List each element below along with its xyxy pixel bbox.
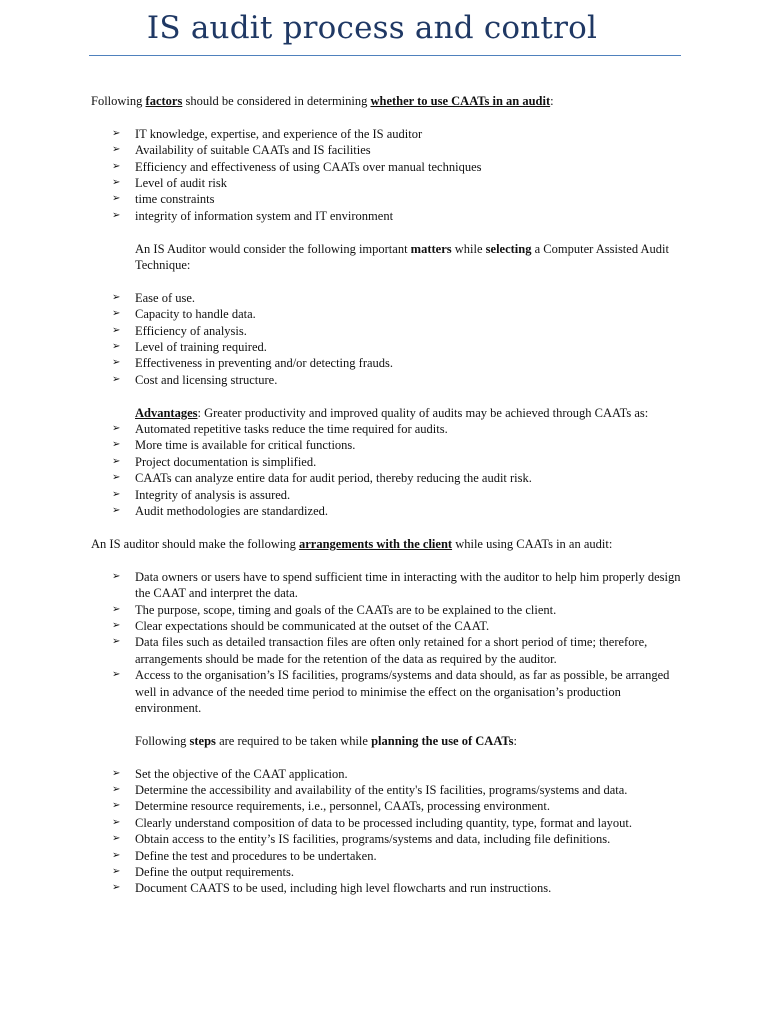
list-item: ➢ Determine resource requirements, i.e., personnel, CAATs, processing environment. bbox=[112, 799, 550, 814]
document-body bbox=[91, 93, 686, 913]
list-item: ➢ Ease of use. bbox=[112, 290, 196, 305]
list-item: ➢ Level of audit risk bbox=[112, 176, 227, 191]
list-item: ➢ Efficiency of analysis. bbox=[112, 323, 247, 338]
arrangements-list bbox=[91, 569, 686, 717]
arrow-bullet-icon: ➢ bbox=[112, 849, 121, 861]
list-item: ➢ Clearly understand composition of data to be processed including quantity, type, format and layout. bbox=[112, 815, 632, 830]
steps-keyword: steps bbox=[189, 733, 216, 748]
title-underline bbox=[89, 55, 681, 56]
list-item: ➢ The purpose, scope, timing and goals of the CAATs are to be explained to the client. bbox=[112, 602, 557, 617]
planning-keyword: planning the use of CAATs bbox=[371, 733, 514, 748]
arrow-bullet-icon: ➢ bbox=[112, 619, 121, 631]
factors-intro bbox=[91, 93, 686, 109]
arrow-bullet-icon: ➢ bbox=[112, 488, 121, 500]
arrow-bullet-icon: ➢ bbox=[112, 423, 121, 435]
advantages-intro: Advantages: Greater productivity and improved quality of audits may be achieved through CAATs as: bbox=[135, 405, 649, 420]
intro-text: should be considered in determining bbox=[182, 94, 371, 108]
arrow-bullet-icon: ➢ bbox=[112, 193, 121, 205]
arrow-bullet-icon: ➢ bbox=[112, 570, 121, 582]
list-item: ➢ integrity of information system and IT environment bbox=[112, 208, 394, 223]
list-item: ➢ CAATs can analyze entire data for audit period, thereby reducing the audit risk. bbox=[112, 471, 532, 486]
arrow-bullet-icon: ➢ bbox=[112, 127, 121, 139]
list-item: ➢ Effectiveness in preventing and/or detecting frauds. bbox=[112, 356, 394, 371]
list-item: ➢ Availability of suitable CAATs and IS facilities bbox=[112, 143, 371, 158]
selecting-keyword: selecting bbox=[485, 241, 532, 256]
arrow-bullet-icon: ➢ bbox=[112, 177, 121, 189]
list-item: ➢ Access to the organisation’s IS facilities, programs/systems and data should, as far as possible, be arranged well in advance of the needed time period to minimise the effect on the organisation’s production environment. bbox=[112, 668, 670, 715]
arrow-bullet-icon: ➢ bbox=[112, 882, 121, 894]
list-item: ➢ Level of training required. bbox=[112, 340, 267, 355]
arrow-bullet-icon: ➢ bbox=[112, 209, 121, 221]
list-item: ➢ Integrity of analysis is assured. bbox=[112, 487, 291, 502]
list-item: ➢ More time is available for critical functions. bbox=[112, 438, 356, 453]
arrow-bullet-icon: ➢ bbox=[112, 800, 121, 812]
arrow-bullet-icon: ➢ bbox=[112, 455, 121, 467]
list-item: ➢ Efficiency and effectiveness of using CAATs over manual techniques bbox=[112, 159, 482, 174]
list-item: ➢ Set the objective of the CAAT application. bbox=[112, 766, 348, 781]
list-item: ➢ Audit methodologies are standardized. bbox=[112, 504, 328, 519]
matters-list bbox=[91, 290, 686, 388]
list-item: ➢ Project documentation is simplified. bbox=[112, 454, 317, 469]
arrangements-keyword: arrangements with the client bbox=[298, 536, 453, 551]
list-item: ➢ Capacity to handle data. bbox=[112, 307, 256, 322]
list-item: ➢ Cost and licensing structure. bbox=[112, 372, 278, 387]
arrow-bullet-icon: ➢ bbox=[112, 373, 121, 385]
intro-text: Following bbox=[91, 94, 146, 108]
arrow-bullet-icon: ➢ bbox=[112, 669, 121, 681]
arrow-bullet-icon: ➢ bbox=[112, 308, 121, 320]
arrow-bullet-icon: ➢ bbox=[112, 636, 121, 648]
arrow-bullet-icon: ➢ bbox=[112, 833, 121, 845]
list-item: ➢ IT knowledge, expertise, and experience of the IS auditor bbox=[112, 126, 423, 141]
advantages-keyword: Advantages bbox=[135, 405, 198, 420]
intro-text: : bbox=[550, 94, 554, 108]
arrow-bullet-icon: ➢ bbox=[112, 472, 121, 484]
arrow-bullet-icon: ➢ bbox=[112, 767, 121, 779]
list-item: ➢ time constraints bbox=[112, 192, 215, 207]
arrow-bullet-icon: ➢ bbox=[112, 816, 121, 828]
arrangements-intro: An IS auditor should make the following arrangements with the client while using CAATs in an audit: bbox=[91, 536, 613, 551]
arrow-bullet-icon: ➢ bbox=[112, 439, 121, 451]
list-item: ➢ Data owners or users have to spend sufficient time in interacting with the auditor to help him properly design the CAAT and interpret the data. bbox=[112, 569, 681, 601]
matters-intro: An IS Auditor would consider the following important matters while selecting a Computer Assisted Audit Technique: bbox=[135, 241, 669, 273]
advantages-list bbox=[91, 421, 686, 519]
arrow-bullet-icon: ➢ bbox=[112, 144, 121, 156]
arrow-bullet-icon: ➢ bbox=[112, 160, 121, 172]
arrow-bullet-icon: ➢ bbox=[112, 865, 121, 877]
list-item: ➢ Define the test and procedures to be undertaken. bbox=[112, 848, 377, 863]
arrow-bullet-icon: ➢ bbox=[112, 324, 121, 336]
list-item: ➢ Define the output requirements. bbox=[112, 864, 294, 879]
arrow-bullet-icon: ➢ bbox=[112, 341, 121, 353]
steps-list bbox=[91, 766, 686, 897]
arrow-bullet-icon: ➢ bbox=[112, 291, 121, 303]
arrow-bullet-icon: ➢ bbox=[112, 603, 121, 615]
intro-keyword-factors: factors bbox=[145, 94, 183, 108]
list-item: ➢ Automated repetitive tasks reduce the time required for audits. bbox=[112, 422, 448, 437]
list-item: ➢ Data files such as detailed transaction files are often only retained for a short period of time; therefore, arrangements should be made for the retention of the data as required by the auditor. bbox=[112, 635, 648, 666]
list-item: ➢ Determine the accessibility and availability of the entity's IS facilities, programs/systems and data. bbox=[112, 782, 628, 797]
steps-intro: Following steps are required to be taken while planning the use of CAATs: bbox=[135, 733, 517, 748]
list-item: ➢ Obtain access to the entity’s IS facilities, programs/systems and data, including file definitions. bbox=[112, 832, 611, 847]
list-item: ➢ Document CAATS to be used, including high level flowcharts and run instructions. bbox=[112, 881, 552, 896]
matters-keyword: matters bbox=[410, 241, 452, 256]
factors-list bbox=[91, 126, 686, 224]
arrow-bullet-icon: ➢ bbox=[112, 783, 121, 795]
intro-keyword-caats: whether to use CAATs in an audit bbox=[370, 94, 551, 108]
arrow-bullet-icon: ➢ bbox=[112, 505, 121, 517]
page-title: IS audit process and control bbox=[146, 10, 598, 46]
arrow-bullet-icon: ➢ bbox=[112, 357, 121, 369]
list-item: ➢ Clear expectations should be communicated at the outset of the CAAT. bbox=[112, 618, 490, 633]
